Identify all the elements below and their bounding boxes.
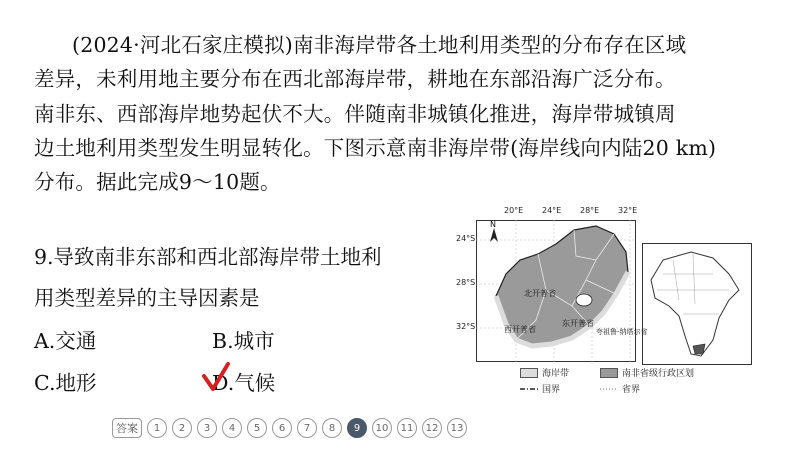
province-border-line-icon (600, 385, 618, 393)
question-number-button[interactable]: 3 (197, 418, 217, 438)
legend-coastal-belt: 海岸带 (520, 366, 569, 379)
province-label: 夸祖鲁-纳塔尔省 (596, 328, 648, 336)
question-number-button[interactable]: 5 (247, 418, 267, 438)
stem-line-4: 边土地利用类型发生明显转化。下图示意南非海岸带(海岸线向内陆20 km) (34, 135, 717, 160)
question-number-button[interactable]: 9 (347, 418, 367, 438)
question-number-button[interactable]: 8 (322, 418, 342, 438)
province-label: 西开普省 (504, 325, 536, 334)
province-label: 东开普省 (562, 319, 594, 328)
stem-line-2: 差异，未利用地主要分布在西北部海岸带，耕地在东部沿海广泛分布。 (34, 67, 676, 92)
option-c[interactable]: C.地形 (34, 371, 97, 395)
legend-province-border: 省界 (600, 382, 640, 395)
legend-provinces: 南非省级行政区划 (600, 366, 694, 379)
province-label: 北开普省 (524, 289, 556, 298)
question-number-button[interactable]: 10 (372, 418, 392, 438)
stem-line-5: 分布。据此完成9～10题。 (34, 170, 281, 195)
answer-button[interactable]: 答案 (112, 418, 142, 438)
question-number-button[interactable]: 11 (397, 418, 417, 438)
south-africa-map (476, 220, 648, 362)
stem-line-3: 南非东、西部海岸地势起伏不大。伴随南非城镇化推进，海岸带城镇周 (34, 101, 676, 126)
check-mark-icon (201, 362, 231, 394)
question-number-button[interactable]: 12 (422, 418, 442, 438)
stem-line-1: (2024·河北石家庄模拟)南非海岸带各土地利用类型的分布存在区域 (72, 33, 687, 57)
question-stem (34, 28, 782, 199)
question-number-button[interactable]: 13 (447, 418, 467, 438)
africa-inset-map (642, 243, 752, 365)
option-d[interactable]: D.气候 (212, 371, 276, 395)
option-a[interactable]: A.交通 (34, 329, 97, 353)
question-9-line-2: 用类型差异的主导因素是 (34, 286, 260, 310)
question-number-button[interactable]: 7 (297, 418, 317, 438)
lon-tick: 32°E (618, 206, 638, 215)
lat-tick: 24°S (456, 234, 476, 243)
svg-text:N: N (490, 220, 496, 229)
question-number-list (147, 418, 467, 438)
lat-tick: 28°S (456, 278, 476, 287)
lon-tick: 28°E (580, 206, 600, 215)
question-number-button[interactable]: 2 (172, 418, 192, 438)
legend-national-border: 国界 (520, 382, 560, 395)
question-number-button[interactable]: 1 (147, 418, 167, 438)
south-africa-highlight (693, 344, 705, 354)
national-border-line-icon (520, 385, 538, 393)
lon-tick: 24°E (542, 206, 562, 215)
option-b[interactable]: B.城市 (212, 329, 275, 353)
answer-navigation (112, 418, 467, 438)
coastal-swatch-icon (520, 368, 538, 378)
question-number-button[interactable]: 6 (272, 418, 292, 438)
province-swatch-icon (600, 368, 618, 378)
question-9-line-1: 9.导致南非东部和西北部海岸带土地利 (34, 245, 382, 269)
question-number-button[interactable]: 4 (222, 418, 242, 438)
south-africa-map-figure (456, 206, 760, 406)
lat-tick: 32°S (456, 322, 476, 331)
lon-tick: 20°E (504, 206, 524, 215)
